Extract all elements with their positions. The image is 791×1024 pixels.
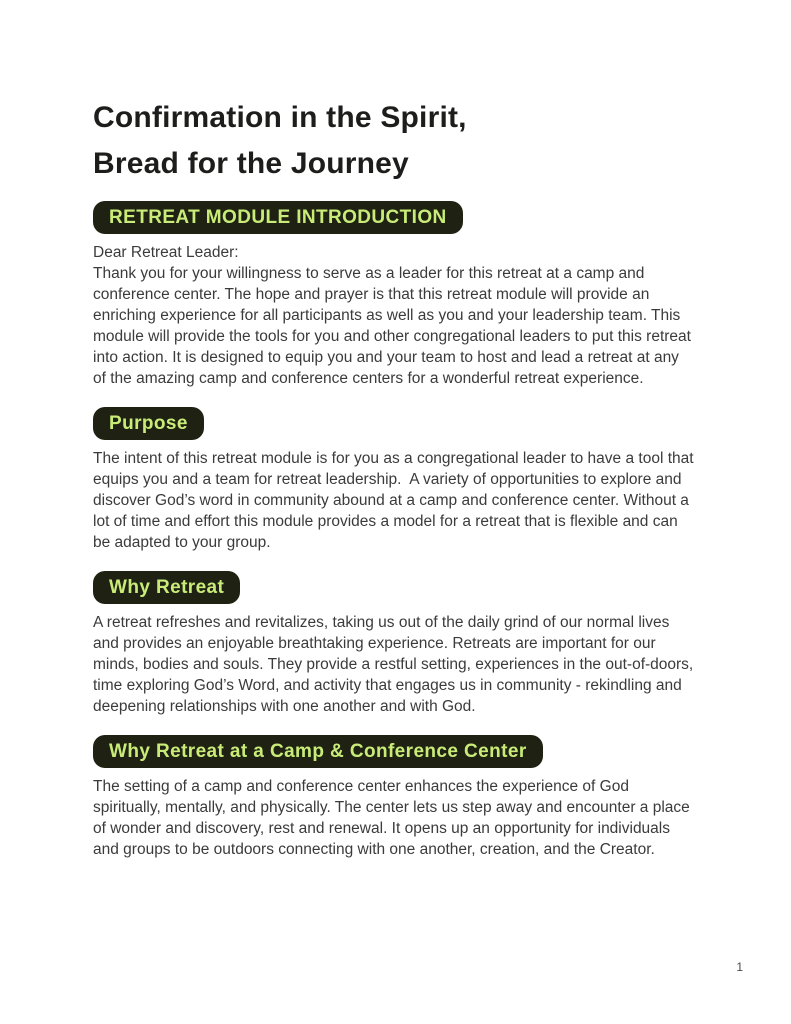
section-heading-badge: RETREAT MODULE INTRODUCTION (93, 201, 463, 234)
section-heading-badge: Why Retreat at a Camp & Conference Center (93, 735, 543, 768)
section-heading-badge: Purpose (93, 407, 204, 440)
section-body-text: The intent of this retreat module is for you as a congregational leader to have a tool that equips you and a team for retreat leadership. A variety of opportunities to explore and discover God’s word in community abound at a camp and conference center. Without a lot of time and effort this module provides a model for a retreat that is flexible and can be adapted to your group. (93, 450, 698, 551)
section-retreat-module-introduction (93, 201, 695, 389)
page-title-line-2: Bread for the Journey (93, 147, 409, 180)
page-number: 1 (736, 960, 743, 974)
page-title (93, 95, 695, 187)
section-body-text: The setting of a camp and conference center enhances the experience of God spiritually, mentally, and physically. The center lets us step away and encounter a place of wonder and discovery, rest and renewal. It opens up an opportunity for individuals and groups to be outdoors connecting with one another, creation, and the Creator. (93, 778, 695, 858)
section-body-text: Thank you for your willingness to serve as a leader for this retreat at a camp and conference center. The hope and prayer is that this retreat module will provide an enriching experience for all participants as well as you and your leadership team. This module will provide the tools for you and other congregational leaders to put this retreat into action. It is designed to equip you and your team to host and lead a retreat at any of the amazing camp and conference centers for a wonderful retreat experience. (93, 265, 696, 387)
section-purpose (93, 407, 698, 553)
page-title-line-1: Confirmation in the Spirit, (93, 101, 467, 134)
section-why-retreat (93, 571, 698, 717)
section-body-text: A retreat refreshes and revitalizes, taking us out of the daily grind of our normal lives and provides an enjoyable breathtaking experience. Retreats are important for our minds, bodies and souls. They provide a restful setting, experiences in the out-of-doors, time exploring God’s Word, and activity that engages us in community - rekindling and deepening relationships with one another and with God. (93, 614, 698, 715)
section-why-retreat-camp-conference-center (93, 735, 695, 860)
section-heading-badge: Why Retreat (93, 571, 240, 604)
salutation-text: Dear Retreat Leader: (93, 244, 239, 261)
